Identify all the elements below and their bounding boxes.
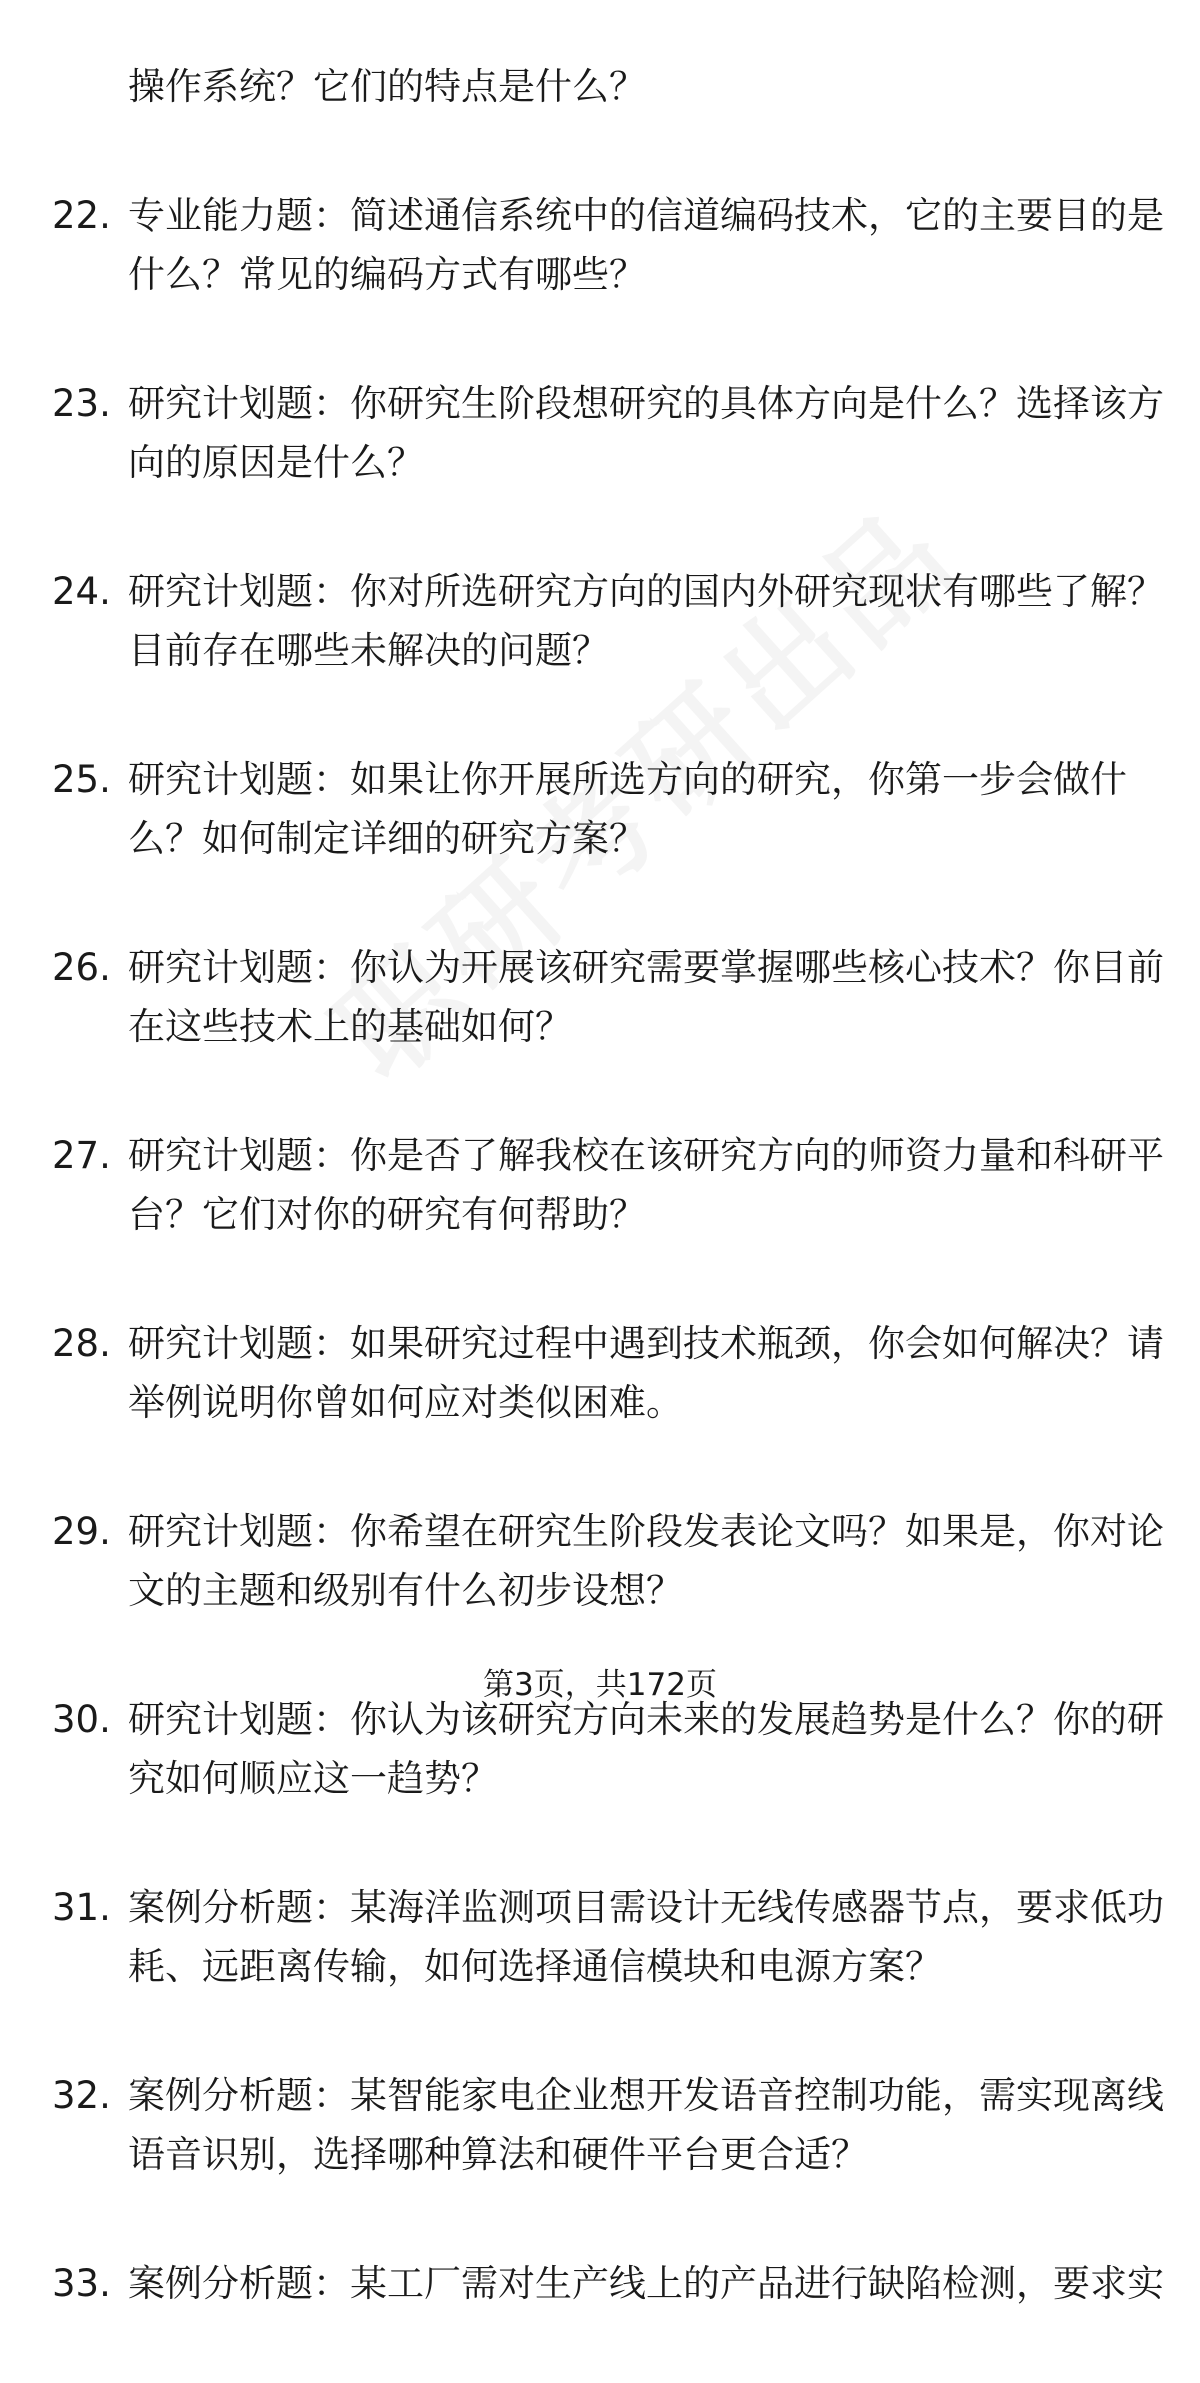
question-line: 台？它们对你的研究有何帮助？: [128, 1193, 646, 1236]
question-number: 33.: [52, 2262, 111, 2305]
list-item: [0, 750, 1200, 868]
list-item: [0, 1126, 1200, 1244]
question-line: 研究计划题：你对所选研究方向的国内外研究现状有哪些了解？: [128, 570, 1164, 613]
question-line: 目前存在哪些未解决的问题？: [128, 629, 609, 672]
question-text: [128, 2254, 1164, 2313]
question-number: 31.: [52, 1886, 111, 1929]
question-line: 研究计划题：你认为该研究方向未来的发展趋势是什么？你的研: [128, 1698, 1164, 1741]
question-number: 25.: [52, 758, 111, 801]
page-footer: 第3页，共172页: [483, 1667, 717, 1703]
question-line: 案例分析题：某智能家电企业想开发语音控制功能，需实现离线: [128, 2074, 1164, 2117]
question-text: [128, 1502, 1164, 1620]
list-item: [0, 2066, 1200, 2184]
question-text: [128, 938, 1164, 1056]
question-text: [128, 750, 1138, 868]
question-number: 29.: [52, 1510, 111, 1553]
question-number: 26.: [52, 946, 111, 989]
list-item: [0, 562, 1200, 680]
question-line: 究如何顺应这一趋势？: [128, 1757, 498, 1800]
list-item: [0, 374, 1200, 492]
question-number: 23.: [52, 382, 111, 425]
question-list: [0, 57, 1200, 2383]
question-number: 22.: [52, 194, 111, 237]
question-line: 专业能力题：简述通信系统中的信道编码技术，它的主要目的是: [128, 194, 1164, 237]
question-text: [128, 186, 1164, 304]
list-item: [0, 1690, 1200, 1808]
question-line: 研究计划题：你希望在研究生阶段发表论文吗？如果是，你对论: [128, 1510, 1164, 1553]
continued-question-line: 操作系统？它们的特点是什么？: [128, 65, 646, 108]
question-text: [128, 1690, 1164, 1808]
question-line: 耗、远距离传输，如何选择通信模块和电源方案？: [128, 1945, 942, 1988]
question-line: 向的原因是什么？: [128, 441, 424, 484]
question-text: [128, 1878, 1164, 1996]
question-line: 语音识别，选择哪种算法和硬件平台更合适？: [128, 2133, 868, 2176]
question-line: 案例分析题：某工厂需对生产线上的产品进行缺陷检测，要求实: [128, 2262, 1164, 2305]
question-line: 文的主题和级别有什么初步设想？: [128, 1569, 683, 1612]
question-text: [128, 562, 1164, 680]
list-item: [0, 1878, 1200, 1996]
question-line: 在这些技术上的基础如何？: [128, 1005, 572, 1048]
question-text: [128, 2066, 1164, 2184]
question-number: 30.: [52, 1698, 111, 1741]
question-line: 研究计划题：你是否了解我校在该研究方向的师资力量和科研平: [128, 1134, 1164, 1177]
question-line: 研究计划题：如果研究过程中遇到技术瓶颈，你会如何解决？请: [128, 1322, 1164, 1365]
question-text: [128, 1314, 1164, 1432]
question-line: 案例分析题：某海洋监测项目需设计无线传感器节点，要求低功: [128, 1886, 1164, 1929]
question-line: 什么？常见的编码方式有哪些？: [128, 253, 646, 296]
list-item: [0, 938, 1200, 1056]
question-text: [128, 1126, 1164, 1244]
question-line: 研究计划题：如果让你开展所选方向的研究，你第一步会做什: [128, 758, 1127, 801]
question-number: 32.: [52, 2074, 111, 2117]
question-line: 研究计划题：你认为开展该研究需要掌握哪些核心技术？你目前: [128, 946, 1164, 989]
question-number: 24.: [52, 570, 111, 613]
list-item: [0, 186, 1200, 304]
question-line: 研究计划题：你研究生阶段想研究的具体方向是什么？选择该方: [128, 382, 1164, 425]
question-number: 27.: [52, 1134, 111, 1177]
list-item: [0, 1314, 1200, 1432]
question-text: [128, 374, 1164, 492]
question-line: 么？如何制定详细的研究方案？: [128, 817, 646, 860]
list-item: [0, 2254, 1200, 2313]
list-item: [0, 1502, 1200, 1620]
question-line: 举例说明你曾如何应对类似困难。: [128, 1381, 683, 1424]
question-number: 28.: [52, 1322, 111, 1365]
